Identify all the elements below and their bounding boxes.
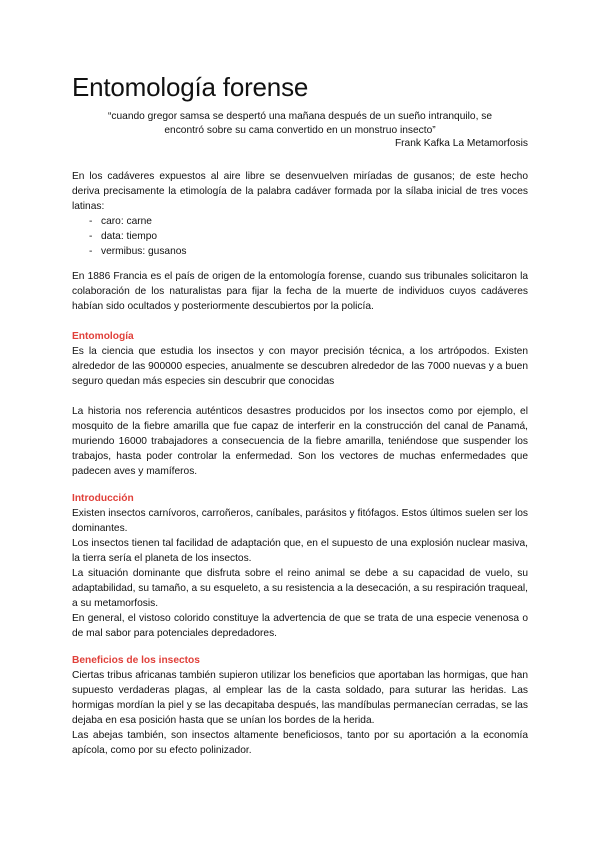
entomologia-paragraph-1: Es la ciencia que estudia los insectos y con mayor precisión técnica, a los artrópodos. Existen alrededor de las 900000 especies, anualmente se descubren alrededor de las 7000 nuevas y a buen seguro quedan más especies sin descubrir que conocidas xyxy=(72,346,528,387)
introduccion-paragraph-1: Existen insectos carnívoros, carroñeros, caníbales, parásitos y fitófagos. Estos últimos suelen ser los dominantes. xyxy=(72,508,528,534)
beneficios-section xyxy=(72,653,528,758)
introduccion-paragraph-3: La situación dominante que disfruta sobre el reino animal se debe a su capacidad de vuelo, su adaptabilidad, su tamaño, a su esqueleto, a su resistencia a la desecación, a su respiración traqueal, a su metamorfosis. xyxy=(72,568,528,609)
etymology-list xyxy=(72,214,528,259)
entomologia-section xyxy=(72,329,528,479)
intro-section xyxy=(72,169,528,259)
intro-paragraph: En los cadáveres expuestos al aire libre se desenvuelven miríadas de gusanos; de este hecho deriva precisamente la etimología de la palabra cadáver formada por la sílaba inicial de tres voces latinas: xyxy=(72,171,528,212)
history-1886-paragraph: En 1886 Francia es el país de origen de la entomología forense, cuando sus tribunales solicitaron la colaboración de los naturalistas para fijar la fecha de la muerte de individuos cuyos cadáveres habían sido ocultados y posteriormente descubiertos por la policía. xyxy=(72,271,528,312)
section-heading-introduccion: Introducción xyxy=(72,493,134,504)
epigraph-quote: “cuando gregor samsa se despertó una mañana después de un sueño intranquilo, se encontró sobre su cama convertido en un monstruo insecto” xyxy=(108,111,492,136)
page-title: Entomología forense xyxy=(72,72,309,102)
list-item: - caro: carne xyxy=(72,214,528,229)
introduccion-paragraph-2: Los insectos tienen tal facilidad de adaptación que, en el supuesto de una explosión nuclear masiva, la tierra sería el planeta de los insectos. xyxy=(72,538,528,564)
entomologia-paragraph-2: La historia nos referencia auténticos desastres producidos por los insectos como por ejemplo, el mosquito de la fiebre amarilla que fue capaz de interferir en la construcción del canal de Panamá, muriendo 16000 trabajadores a consecuencia de la fiebre amarilla, teniéndose que suspender los trabajos, hasta poder controlar la enfermedad. Son los vectores de muchas enfermedades que padecen aves y mamíferos. xyxy=(72,406,528,477)
list-item: - data: tiempo xyxy=(72,229,528,244)
section-heading-beneficios: Beneficios de los insectos xyxy=(72,655,200,666)
beneficios-paragraph-1: Ciertas tribus africanas también supieron utilizar los beneficios que aportaban las hormigas, que han supuesto verdaderas plagas, al emplear las de la casta soldado, para suturar las heridas. Las hormigas mordían la piel y se las decapitaba después, las mandíbulas permanecían cerradas, se las dejaba en esa posición hasta que se unían los bordes de la herida. xyxy=(72,670,528,726)
history-1886-section xyxy=(72,269,528,314)
introduccion-paragraph-4: En general, el vistoso colorido constituye la advertencia de que se trata de una especie venenosa o de mal sabor para potenciales depredadores. xyxy=(72,613,528,639)
beneficios-paragraph-2: Las abejas también, son insectos altamente beneficiosos, tanto por su aportación a la economía apícola, como por su efecto polinizador. xyxy=(72,730,528,756)
list-item: - vermibus: gusanos xyxy=(72,244,528,259)
section-heading-entomologia: Entomología xyxy=(72,331,134,342)
introduccion-section xyxy=(72,491,528,641)
epigraph-attribution: Frank Kafka La Metamorfosis xyxy=(394,138,528,149)
